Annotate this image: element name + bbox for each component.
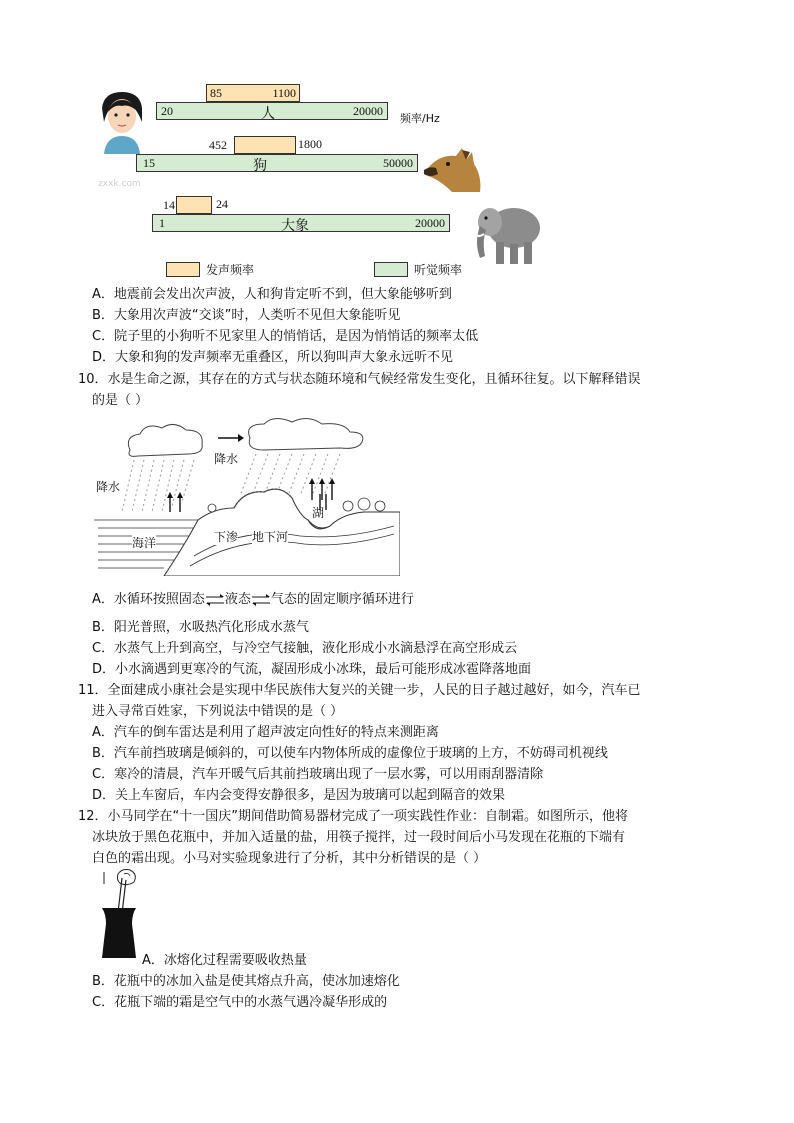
dog-emit-low: 452 xyxy=(209,138,227,152)
legend-emit-swatch xyxy=(166,262,200,277)
woman-icon xyxy=(94,88,152,154)
elephant-hear-low: 1 xyxy=(159,216,165,230)
label-seep: 下渗 xyxy=(214,530,239,544)
label-rain-center: 降水 xyxy=(214,452,239,466)
elephant-hear-high: 20000 xyxy=(415,216,445,230)
q9-option-d: D．大象和狗的发声频率无重叠区，所以狗叫声大象永远听不见 xyxy=(92,350,454,365)
human-hear-low: 20 xyxy=(161,104,173,118)
human-hear-bar xyxy=(156,102,388,120)
hearing-frequency-figure xyxy=(90,80,560,280)
dog-hear-bar xyxy=(136,154,418,172)
q10-option-b: B．阳光普照，水吸热汽化形成水蒸气 xyxy=(92,620,309,635)
q11-option-b: B．汽车前挡玻璃是倾斜的，可以使车内物体所成的虚像位于玻璃的上方，不妨碍司机视线 xyxy=(92,746,608,761)
q11-option-d: D．关上车窗后，车内会变得安静很多，是因为玻璃可以起到隔音的效果 xyxy=(92,788,506,803)
frequency-unit: 频率/Hz xyxy=(400,112,440,125)
elephant-icon xyxy=(470,198,546,268)
human-emit-low: 85 xyxy=(210,86,222,100)
q10-option-a-prefix: A．水循环按照固态 xyxy=(92,592,205,607)
dog-hear-low: 15 xyxy=(143,156,155,170)
dog-emit-high: 1800 xyxy=(298,137,322,151)
legend-hear-swatch xyxy=(374,262,408,277)
q10-option-c: C．水蒸气上升到高空，与冷空气接触，液化形成小水滴悬浮在高空形成云 xyxy=(92,641,518,656)
q11-stem-line1: 11．全面建成小康社会是实现中华民族伟大复兴的关键一步，人民的日子越过越好，如今，汽车已 xyxy=(78,683,641,698)
q10-option-a-mid2: 气态的固定顺序循环进行 xyxy=(270,592,414,607)
q12-option-a: A．冰熔化过程需要吸收热量 xyxy=(142,953,307,968)
label-underground-river: 地下河 xyxy=(252,530,289,544)
q10-stem-line1: 10．水是生命之源，其存在的方式与状态随环境和气候经常发生变化，且循环往复。以下解释错误 xyxy=(78,372,641,387)
watermark: zxxk.com xyxy=(98,179,141,189)
reversible-arrow-icon xyxy=(251,593,271,607)
elephant-emit-bar xyxy=(163,196,212,214)
elephant-emit-low: 14 xyxy=(163,198,175,212)
human-label: 人 xyxy=(261,107,275,122)
dog-icon xyxy=(422,146,484,194)
dog-emit-bar xyxy=(209,136,296,154)
label-ocean: 海洋 xyxy=(132,536,157,550)
q10-option-d: D．小水滴遇到更寒冷的气流，凝固形成小冰珠，最后可能形成冰雹降落地面 xyxy=(92,662,532,677)
dog-hear-high: 50000 xyxy=(383,156,413,170)
q12-stem-line3: 白色的霜出现。小马对实验现象进行了分析，其中分析错误的是（ ） xyxy=(92,851,487,866)
water-cycle-figure xyxy=(94,416,400,576)
q12-option-c: C．花瓶下端的霜是空气中的水蒸气遇冷凝华形成的 xyxy=(92,995,388,1010)
elephant-hear-bar xyxy=(152,214,450,232)
elephant-emit-high: 24 xyxy=(216,197,228,211)
reversible-arrow-icon xyxy=(205,593,225,607)
q9-option-c: C．院子里的小狗听不见家里人的悄悄话，是因为悄悄话的频率太低 xyxy=(92,329,479,344)
human-emit-bar xyxy=(206,84,300,102)
legend-hear-label: 听觉频率 xyxy=(414,263,463,277)
q9-option-b: B．大象用次声波“交谈”时，人类听不见但大象能听见 xyxy=(92,308,401,323)
vase-chopsticks-figure xyxy=(96,868,142,962)
human-emit-high: 1100 xyxy=(272,86,296,100)
q10-option-a xyxy=(92,590,414,610)
q11-stem-line2: 进入寻常百姓家，下列说法中错误的是（ ） xyxy=(92,704,344,719)
water-cycle-drawing xyxy=(94,416,400,576)
elephant-label: 大象 xyxy=(281,219,309,234)
human-hear-high: 20000 xyxy=(353,104,383,118)
q10-option-a-mid1: 液态 xyxy=(224,592,251,607)
dog-label: 狗 xyxy=(253,159,267,174)
q11-option-a: A．汽车的倒车雷达是利用了超声波定向性好的特点来测距离 xyxy=(92,725,439,740)
q12-option-b: B．花瓶中的冰加入盐是使其熔点升高，使冰加速熔化 xyxy=(92,974,400,989)
q11-option-c: C．寒冷的清晨，汽车开暖气后其前挡玻璃出现了一层水雾，可以用雨刮器清除 xyxy=(92,767,544,782)
q9-option-a: A．地震前会发出次声波，人和狗肯定听不到，但大象能够听到 xyxy=(92,287,452,302)
q10-stem-line2: 的是（ ） xyxy=(92,393,149,408)
label-rain-left: 降水 xyxy=(96,480,121,494)
label-lake: 湖 xyxy=(312,506,325,520)
q12-stem-line1: 12．小马同学在“十一国庆”期间借助简易器材完成了一项实践性作业：自制霜。如图所示，他将 xyxy=(78,809,629,824)
legend-emit-label: 发声频率 xyxy=(206,263,255,277)
q12-stem-line2: 冰块放于黑色花瓶中，并加入适量的盐，用筷子搅拌，过一段时间后小马发现在花瓶的下端有 xyxy=(92,830,626,845)
